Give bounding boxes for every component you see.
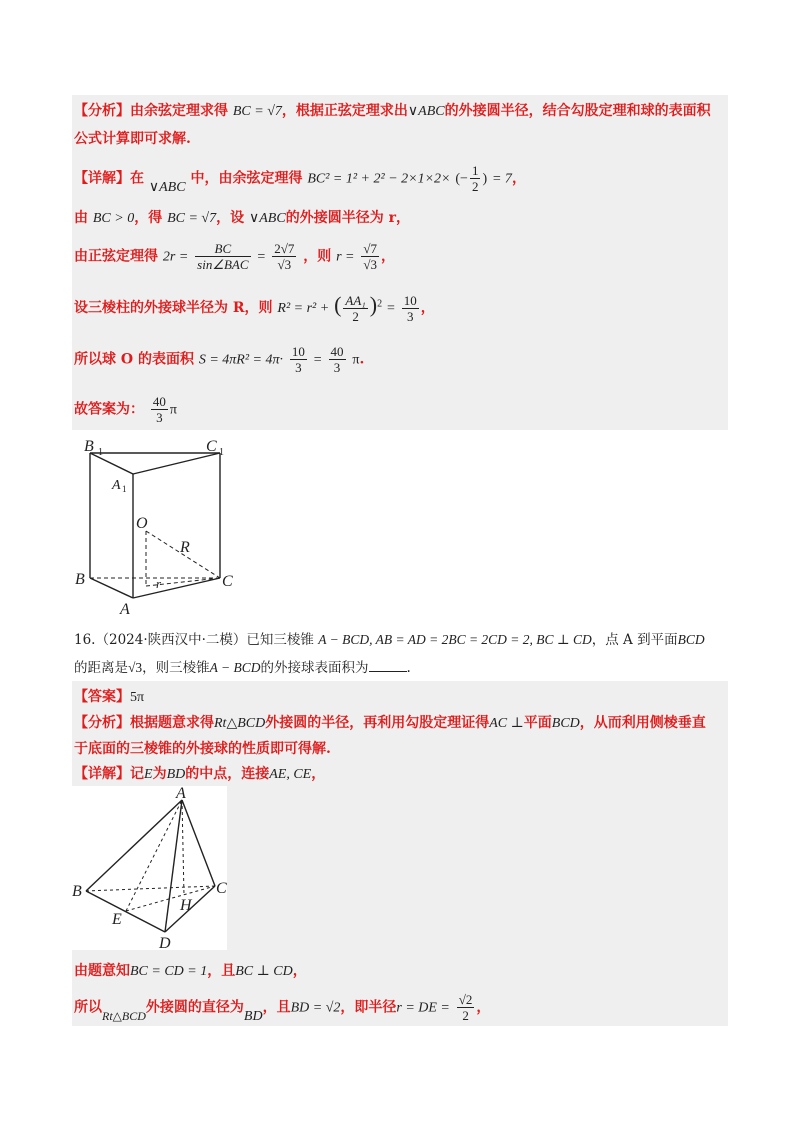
edge-ab: [86, 800, 182, 891]
detail-line-2: 由 BC > 0，得 BC = √7，设 ∨ABC的外接圆半径为 r，: [74, 210, 410, 226]
label-b1-sub: 1: [98, 447, 103, 458]
edge-ba: [90, 578, 133, 598]
label-a1-sub: 1: [122, 484, 127, 494]
detail-line-1: 【详解】在 ∨ABC 中，由余弦定理得 BC² = 1² + 2² − 2×1×2× (− $\frac{1}{2}$ ) = 7，: [74, 163, 526, 195]
label-b: B: [75, 571, 85, 588]
answer-blank: [369, 659, 407, 672]
prism-diagram: [72, 436, 234, 616]
label-d: D: [159, 935, 171, 950]
question-16-line-2: 的距离是√3，则三棱锥A − BCD的外接球表面积为 .: [74, 660, 411, 676]
label-c: C: [216, 880, 227, 897]
edge-bd: [86, 891, 165, 932]
label-c: C: [222, 573, 233, 590]
label-a: A: [120, 601, 130, 616]
detail-line-4: 设三棱柱的外接球半径为 R，则 R² = r² + ( $\frac{\text{AA₁}}{2}$ )$^2$ = $\frac{10}{3}$ ，: [74, 292, 435, 324]
tetrahedron-diagram: [72, 786, 227, 950]
answer-line: 故答案为： $\frac{40}{3}$ π: [74, 394, 177, 425]
detail16-line-1: 【详解】记E为BD的中点，连接AE, CE，: [74, 766, 326, 782]
analysis16-line-1: 【分析】根据题意求得Rt△BCD外接圆的半径，再利用勾股定理证得AC ⊥平面BCD，从而利用侧棱垂直: [74, 715, 706, 731]
analysis-line-1: 【分析】由余弦定理求得 BC = √7，根据正弦定理求出∨ABC的外接圆半径，结合勾股定理和球的表面积: [74, 103, 711, 119]
tetrahedron-figure: [72, 786, 227, 950]
label-r-small: r: [156, 576, 162, 591]
label-b: B: [72, 883, 82, 900]
label-e: E: [112, 911, 122, 928]
label-a1: A: [112, 478, 121, 493]
label-b1: B: [84, 438, 94, 455]
segment-ea: [126, 800, 182, 911]
label-a: A: [176, 786, 186, 802]
detail-line-3: 由正弦定理得 2r = $\frac{BC}{\text{sin∠BAC}}$ = $\frac{2√7}{√3}$ ，则 r = $\frac{√7}{√3}$ ，: [74, 241, 396, 272]
edge-b1a1: [90, 453, 133, 474]
analysis16-line-2: 于底面的三棱锥的外接球的性质即可得解.: [74, 741, 331, 757]
edge-ac: [182, 800, 215, 886]
answer16-line: 【答案】5π: [74, 689, 145, 705]
detail16-line-3: 所以Rt△BCD外接圆的直径为BD，且BD = √2，即半径r = DE = $\frac{√2}{2}$ ，: [74, 992, 491, 1024]
prism-figure: [72, 436, 234, 616]
label-r-big: R: [180, 539, 190, 556]
segment-bc-hidden: [86, 886, 215, 891]
detail16-line-2: 由题意知BC = CD = 1，且BC ⊥ CD，: [74, 963, 307, 979]
edge-a1c1: [133, 453, 220, 474]
label-c1: C: [206, 438, 217, 455]
label-h: H: [180, 897, 192, 914]
question-16-line-1: 16.（2024·陕西汉中·二模）已知三棱锥 A − BCD, AB = AD = 2BC = 2CD = 2, BC ⊥ CD，点 A 到平面BCD: [74, 632, 705, 648]
segment-ah: [182, 800, 184, 896]
analysis-line-2: 公式计算即可求解.: [74, 131, 191, 147]
label-o: O: [136, 515, 148, 532]
detail-line-5: 所以球 O 的表面积 S = 4πR² = 4π· $\frac{10}{3}$ = $\frac{40}{3}$ π.: [74, 344, 365, 375]
label-c1-sub: 1: [219, 447, 224, 458]
